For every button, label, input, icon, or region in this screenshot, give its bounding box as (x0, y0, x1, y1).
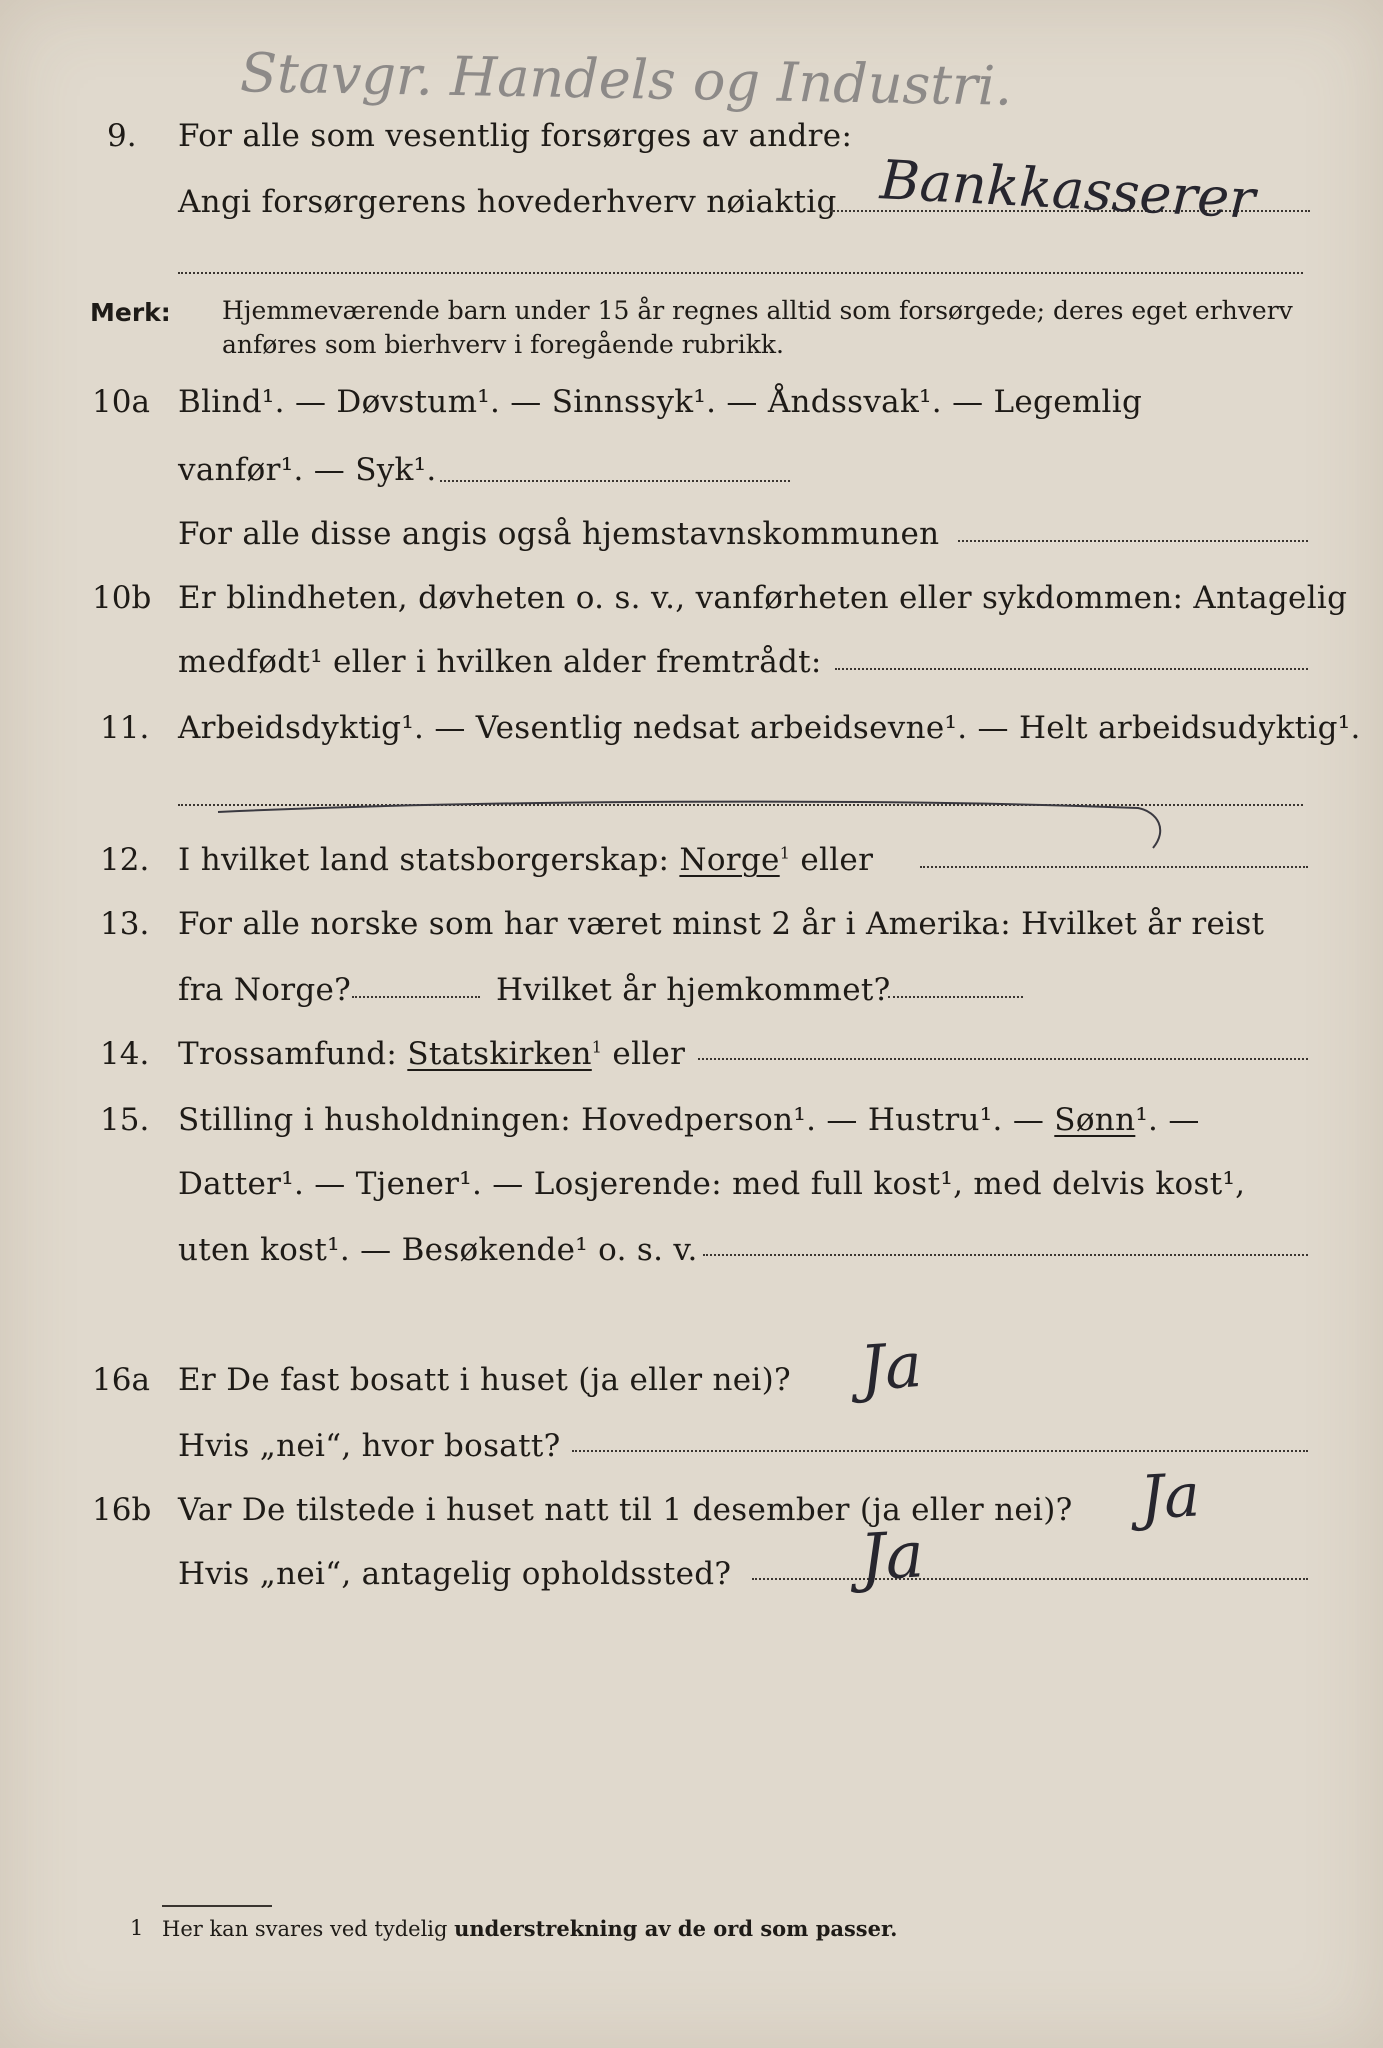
q10a-line3: For alle disse angis også hjemstavnskommunen (178, 516, 940, 552)
q15-number: 15. (100, 1102, 150, 1138)
q9-line2: Angi forsørgerens hovederhverv nøiaktig (178, 184, 837, 220)
q14-sup: 1 (591, 1037, 603, 1057)
q11-number: 11. (100, 710, 150, 746)
q10b-line1: Er blindheten, døvheten o. s. v., vanførheten eller sykdommen: Antagelig (178, 580, 1348, 616)
q13-reist-line (352, 996, 480, 998)
footnote-text-plain: Her kan svares ved tydelig (162, 1917, 448, 1941)
q9-line1: For alle som vesentlig forsørges av andre: (178, 118, 853, 154)
q15-line2: Datter¹. — Tjener¹. — Losjerende: med full kost¹, med delvis kost¹, (178, 1166, 1246, 1202)
merk-line1: Hjemmeværende barn under 15 år regnes alltid som forsørgede; deres eget erhverv (222, 296, 1293, 325)
q14-statskirken-underlined: Statskirken (407, 1036, 592, 1072)
q12-prefix: I hvilket land statsborgerskap: (178, 842, 670, 878)
q13-line2b: Hvilket år hjemkommet? (496, 972, 891, 1008)
footnote-rule (162, 1905, 272, 1907)
footnote-text (162, 1916, 897, 1941)
q14-line (178, 1036, 685, 1072)
q10b-number: 10b (92, 580, 152, 616)
q10a-number: 10a (92, 384, 150, 420)
q12-number: 12. (100, 842, 150, 878)
q11-pen-stroke (178, 790, 1178, 850)
q10a-line2: vanfør¹. — Syk¹. (178, 452, 437, 488)
q16b-number: 16b (92, 1492, 152, 1528)
q10a-line1: Blind¹. — Døvstum¹. — Sinnssyk¹. — Åndssvak¹. — Legemlig (178, 384, 1143, 420)
q10a-syk-line (440, 480, 790, 482)
q16b-line1: Var De tilstede i huset natt til 1 desember (ja eller nei)? (178, 1492, 1073, 1528)
q16a-line2: Hvis „nei“, hvor bosatt? (178, 1428, 561, 1464)
q15-line3: uten kost¹. — Besøkende¹ o. s. v. (178, 1232, 698, 1268)
q12-line (178, 842, 873, 878)
q15-line1b: ¹. — (1135, 1102, 1200, 1138)
q16b-answer-line (752, 1578, 1308, 1580)
q14-answer-line (698, 1058, 1308, 1060)
q16a-answer-handwritten: Ja (857, 1327, 925, 1406)
q16a-line1: Er De fast bosatt i huset (ja eller nei)? (178, 1362, 791, 1398)
q9-extra-line (178, 272, 1303, 274)
q16b-line2: Hvis „nei“, antagelig opholdssted? (178, 1556, 732, 1592)
q9-answer-handwritten: Bankkasserer (878, 148, 1257, 231)
q13-line2a: fra Norge? (178, 972, 352, 1008)
q15-line1 (178, 1102, 1200, 1138)
merk-line2: anføres som bierhverv i foregående rubrikk. (222, 330, 784, 359)
q16b-answer1-handwritten: Ja (1138, 1460, 1202, 1534)
footnote-marker: 1 (130, 1916, 144, 1940)
q15-answer-line (703, 1254, 1308, 1256)
q11-line1: Arbeidsdyktig¹. — Vesentlig nedsat arbeidsevne¹. — Helt arbeidsudyktig¹. (178, 710, 1361, 746)
q10a-kommune-line (958, 540, 1308, 542)
footnote-text-bold: understrekning av de ord som passer. (454, 1916, 898, 1941)
q15-sonn-underlined: Sønn (1054, 1102, 1136, 1138)
pencil-header-annotation: Stavgr. Handels og Industri. (239, 41, 1013, 118)
q12-suffix: eller (800, 842, 874, 878)
q13-number: 13. (100, 906, 150, 942)
merk-label: Merk: (90, 298, 171, 327)
q15-line1a: Stilling i husholdningen: Hovedperson¹. — Hustru¹. — (178, 1102, 1045, 1138)
q12-sup: 1 (779, 843, 791, 863)
q16b-answer2-handwritten: Ja (858, 1518, 926, 1596)
q9-number: 9. (107, 118, 137, 154)
q16a-answer-line (572, 1450, 1308, 1452)
q10b-answer-line (835, 668, 1308, 670)
q12-norge-underlined: Norge (679, 842, 780, 878)
q16a-number: 16a (92, 1362, 150, 1398)
q13-line1: For alle norske som har været minst 2 år i Amerika: Hvilket år reist (178, 906, 1265, 942)
q14-prefix: Trossamfund: (178, 1036, 398, 1072)
q10b-line2: medfødt¹ eller i hvilken alder fremtrådt: (178, 644, 822, 680)
q14-suffix: eller (612, 1036, 686, 1072)
q12-answer-line (920, 866, 1308, 868)
q13-hjemkommet-line (888, 996, 1023, 998)
q14-number: 14. (100, 1036, 150, 1072)
